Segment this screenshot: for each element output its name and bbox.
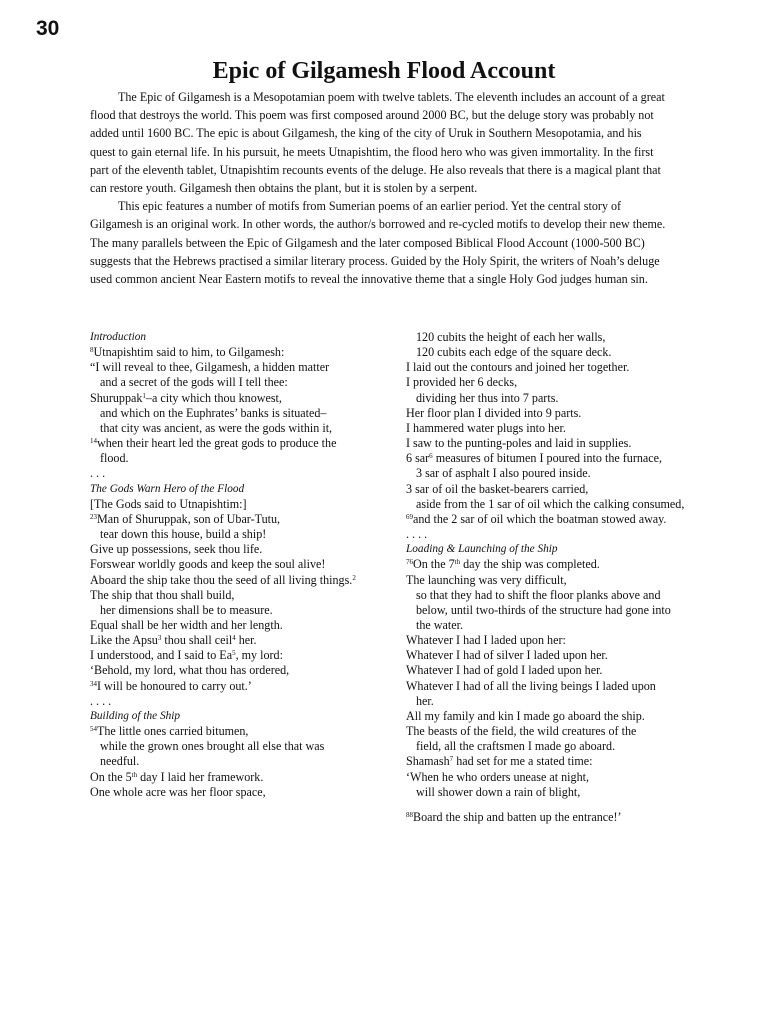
verse-superscript: 1 (142, 391, 146, 400)
poem-line: Shamash$^7$ had set for me a stated time: (406, 754, 593, 769)
poem-line: Give up possessions, seek thou life. (90, 542, 263, 557)
poem-line: One whole acre was her floor space, (90, 784, 266, 799)
poem-line: 3 sar of oil the basket-bearers carried, (406, 481, 589, 496)
intro-paragraph: The Epic of Gilgamesh is a Mesopotamian poem with twelve tablets. The eleventh includes an account of a great flood that destroys the world. This poem was first composed around 2000 BC, but the deluge story was probably not added until 1600 BC. The epic is about Gilgamesh, the king of the city of Uruk in Southern Mesopotamia, and his quest to gain eternal life. In his pursuit, he meets Utnapishtim, the flood hero who was given immortality. In the first part of the eleventh tablet, Utnapishtim recounts events of the deluge. He also reveals that there is a magical plant that can restore youth. Gilgamesh then obtains the plant, but it is stolen by a serpent. (90, 90, 665, 196)
poem-line: I provided her 6 decks, (406, 375, 518, 390)
poem-column-right (406, 330, 726, 825)
section-heading: The Gods Warn Hero of the Flood (90, 482, 245, 495)
poem-line: On the 5th day I laid her framework. (90, 769, 264, 784)
poem-line: $^{14}$when their heart led the great gods to produce the (90, 436, 337, 451)
poem-line: ‘Behold, my lord, what thou has ordered, (90, 663, 290, 678)
verse-superscript: 23 (90, 512, 97, 521)
poem-line: “I will reveal to thee, Gilgamesh, a hidden matter (90, 360, 330, 375)
poem-line: $^{23}$Man of Shuruppak, son of Ubar-Tutu, (90, 511, 281, 526)
page-title: Epic of Gilgamesh Flood Account (212, 58, 556, 84)
verse-superscript: 7 (449, 755, 454, 764)
poem-line: aside from the 1 sar of oil which the calking consumed, (416, 496, 685, 511)
poem-line: Aboard the ship take thou the seed of all living things.$^2$ (90, 572, 356, 587)
poem-line: Forswear worldly goods and keep the soul alive! (90, 557, 326, 572)
intro-section (90, 88, 670, 288)
poem-line: $^{76}$On the 7th day the ship was completed. (406, 557, 600, 572)
poem-line: $^8$Utnapishtim said to him, to Gilgamesh: (90, 345, 285, 360)
poem-line: Whatever I had of all the living beings I laded upon (406, 678, 656, 693)
poem-line: will shower down a rain of blight, (416, 784, 581, 799)
verse-superscript: th (454, 558, 461, 567)
verse-superscript: 6 (429, 452, 433, 461)
intro-paragraph: This epic features a number of motifs from Sumerian poems of an earlier period. Yet the central story of Gilgamesh is an original work. In other words, the author/s borrowed and re-cycled motifs to develop their new theme. The many parallels between the Epic of Gilgamesh and the later composed Biblical Flood Account (1000-500 BC) suggests that the Hebrews practised a similar literary process. Guided by the Holy Spirit, the writers of Noah’s deluge used common ancient Near Eastern motifs to reveal the innovative theme that a single Holy God judges human sin. (90, 199, 666, 287)
poem-line: and which on the Euphrates’ banks is situated– (100, 405, 327, 420)
verse-superscript: 54 (90, 725, 97, 734)
poem-line: 6 sar$^6$ measures of bitumen I poured into the furnace, (406, 451, 663, 466)
poem-line: 120 cubits the height of each her walls, (416, 330, 606, 344)
poem-line: Whatever I had of silver I laded upon her. (406, 648, 608, 663)
poem-line: $^{34}$I will be honoured to carry out.’ (90, 678, 252, 693)
verse-superscript: 3 (157, 634, 162, 643)
poem-line: while the grown ones brought all else that was (100, 739, 325, 754)
poem-line: Whatever I had I laded upon her: (406, 633, 566, 648)
verse-superscript: 14 (90, 437, 97, 446)
poem-line: I understood, and I said to Ea$^5$, my lord: (90, 648, 283, 663)
verse-superscript: 69 (406, 512, 413, 521)
poem-line: $^{88}$Board the ship and batten up the entrance!’ (406, 809, 622, 824)
verse-superscript: 5 (232, 649, 236, 658)
poem-line: tear down this house, build a ship! (100, 527, 267, 542)
poem-line: her. (416, 693, 434, 708)
poem-line: and a secret of the gods will I tell thee: (100, 375, 288, 390)
poem-line: the water. (416, 617, 464, 632)
section-heading: Loading & Launching of the Ship (406, 543, 558, 556)
poem-line: Like the Apsu$^3$ thou shall ceil$^4$ her. (90, 633, 257, 648)
poem-line: Equal shall be her width and her length. (90, 617, 283, 632)
poem-line: below, until two-thirds of the structure had gone into (416, 602, 671, 617)
poem-line: flood. (100, 451, 129, 466)
poem-line: . . . . (90, 693, 112, 708)
verse-superscript: th (131, 770, 138, 779)
poem-line: needful. (100, 754, 140, 769)
verse-superscript: 34 (90, 679, 97, 688)
poem-line: ‘When he who orders unease at night, (406, 769, 590, 784)
section-heading: Introduction (90, 331, 147, 343)
poem-line: I laid out the contours and joined her together. (406, 360, 630, 375)
section-heading: Building of the Ship (90, 709, 181, 722)
poem-line: I saw to the punting-poles and laid in supplies. (406, 436, 632, 451)
poem-line: I hammered water plugs into her. (406, 420, 566, 435)
poem-line: The launching was very difficult, (406, 572, 567, 587)
poem-line: field, all the craftsmen I made go aboard. (416, 739, 616, 754)
poem-line: Whatever I had of gold I laded upon her. (406, 663, 603, 678)
verse-superscript: 8 (90, 346, 94, 355)
verse-superscript: 2 (352, 573, 356, 582)
poem-line: The beasts of the field, the wild creatures of the (406, 724, 637, 739)
poem-line: her dimensions shall be to measure. (100, 602, 273, 617)
poem-line: The ship that thou shall build, (90, 587, 235, 602)
poem-line: Shuruppak$^1$–a city which thou knowest, (90, 390, 282, 405)
poem-line: 120 cubits each edge of the square deck. (416, 345, 612, 360)
verse-superscript: 76 (406, 558, 413, 567)
poem-line: that city was ancient, as were the gods within it, (100, 420, 333, 435)
poem-line: . . . . (406, 527, 428, 542)
verse-superscript: 88 (406, 810, 413, 819)
poem-line: Her floor plan I divided into 9 parts. (406, 405, 582, 420)
poem-line: 3 sar of asphalt I also poured inside. (416, 466, 591, 481)
poem-line: $^{54}$The little ones carried bitumen, (90, 724, 249, 739)
poem-line: $^{69}$and the 2 sar of oil which the boatman stowed away. (406, 511, 667, 526)
poem-line: so that they had to shift the floor planks above and (416, 587, 661, 602)
verse-superscript: 4 (232, 634, 236, 643)
page-number: 30 (36, 17, 60, 40)
poem-line: dividing her thus into 7 parts. (416, 390, 559, 405)
poem-column-left (90, 330, 390, 800)
poem-line: . . . (90, 466, 106, 481)
poem-line: [The Gods said to Utnapishtim:] (90, 496, 247, 511)
poem-line: All my family and kin I made go aboard the ship. (406, 708, 645, 723)
